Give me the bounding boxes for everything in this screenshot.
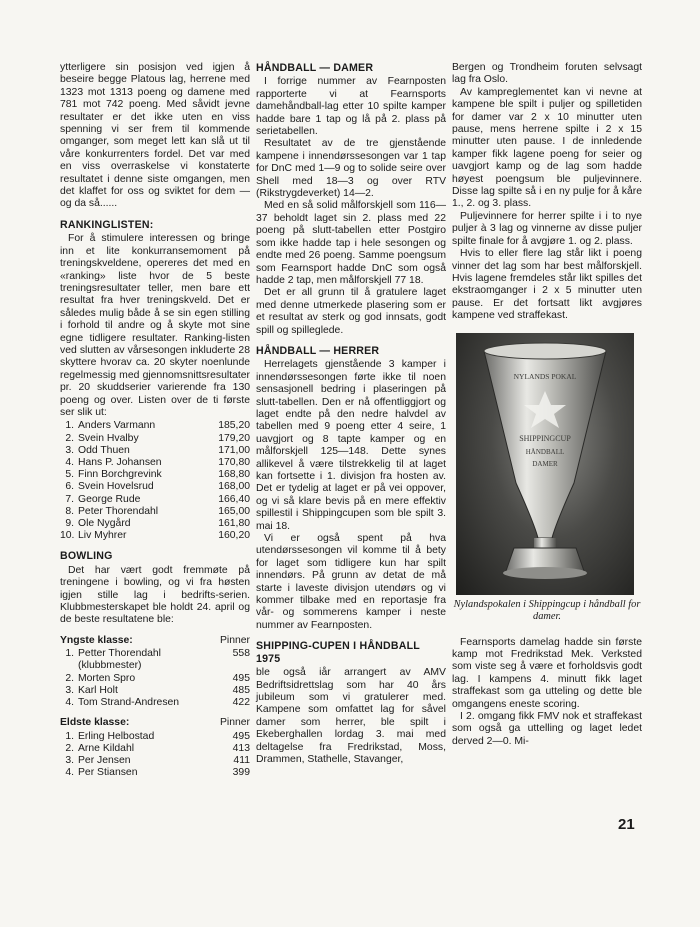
women-paragraph: Resultatet av de tre gjenstående kampene i innendørssesongen var 1 tap for DnC med 1—9 og to solide seire over Shell med 18—3 og over RTV (Rikstrygdeverket) 14—2. (256, 138, 446, 200)
rules-paragraph: Hvis to eller flere lag står likt i poeng vinner det lag som har best målforskjell. Hvis lagene fremdeles står likt spilles det ekstraomganger i 2 x 5 minutter uten pause. Er det fortsatt likt avgjøres kampene ved straffekast. (452, 248, 642, 322)
photo-caption: Nylandspokalen i Shippingcup i håndball for damer. (453, 598, 641, 622)
list-item (60, 755, 250, 767)
trophy-engraving: SHIPPINGCUP (519, 433, 571, 443)
rank-number: 1. (65, 420, 74, 432)
trophy-photo (456, 333, 634, 595)
score-value: 160,20 (218, 530, 250, 542)
score-value: 165,00 (218, 505, 250, 517)
competitor-name: Morten Spro (78, 672, 136, 684)
rank-number: 4. (65, 456, 74, 468)
competitor-name: Erling Helbostad (78, 730, 155, 742)
list-item (60, 457, 250, 469)
list-item (60, 518, 250, 530)
rank-number: 3. (65, 444, 74, 456)
score-value: 185,20 (218, 420, 250, 432)
score-value: 161,80 (218, 518, 250, 529)
rank-number (60, 660, 74, 672)
list-item (60, 494, 250, 506)
rules-paragraph: Av kampreglementet kan vi nevne at kampene ble spilt i puljer og spilletiden for damer var 2 x 10 minutter uten pause, mens herrene spilte i 2 x 15 minutter uten pause. I de innledende kamper fikk lagene poeng for seier og uavgjort kamp og de lag som hadde høyest poengsum ble puljevinnere. Disse lag spilte så i en ny pulje for å kåre 1., 2. og 3. plass. (452, 86, 642, 210)
competitor-name: Finn Borchgrevink (78, 469, 162, 481)
old-class-list (60, 731, 250, 780)
score-value: 411 (233, 755, 250, 767)
score-value: 179,20 (218, 432, 250, 444)
rank-number: 2. (65, 432, 74, 444)
list-item (60, 743, 250, 755)
rank-number: 4. (65, 767, 74, 779)
list-item (60, 697, 250, 709)
trophy-illustration (456, 333, 634, 595)
bowling-heading: BOWLING (60, 550, 113, 563)
list-item (60, 469, 250, 481)
men-paragraph: Vi er også spent på hva utendørssesongen vil komme til å bety for laget som tidligere kun har spilt innendørs. På grunn av detat de må starte i laveste divisjon utendørs og vi kommer tilbake med en reportasje fra vår- og sommerens kamper i neste nummer av Fearnposten. (256, 533, 446, 631)
women-paragraph: Det er all grunn til å gratulere laget med denne utmerkede plasering som er et resultat av sterk og god innsats, godt spill og spilleglede. (256, 287, 446, 336)
ranking-heading: RANKINGLISTEN: (60, 218, 154, 231)
competitor-name: (klubbmester) (78, 660, 142, 672)
competitor-name: Per Jensen (78, 755, 131, 767)
rank-number: 9. (65, 518, 74, 529)
rank-number: 2. (65, 672, 74, 684)
competitor-name: Svein Hovelsrud (78, 481, 154, 493)
list-item (60, 445, 250, 457)
score-value: 485 (232, 684, 250, 696)
ranking-paragraph: For å stimulere interessen og bringe inn et lite konkurransemoment på treningskveldene, opereres det med en «ranking» liste hvor de 5 beste treningsresultater teller, men bare ett resultat fra hver treningskveld. Det er således mulig både å se sin egen stilling i forhold til andre og å skyte mot sine egne tidligere resultater. Ranking-listen ved slutten av vårsesongen inkluderte 28 skyttere hvorav ca. 20 skyter noenlunde regelmessig med gjennomsnittsresultater pr. 20 skuddserier varierende fra 130 poeng og over. Listen over de ti første ser slik ut: (60, 233, 250, 418)
competitor-name: Liv Myhrer (78, 530, 127, 542)
handball-women-heading: HÅNDBALL — DAMER (256, 62, 374, 74)
list-item (60, 506, 250, 518)
list-item (60, 481, 250, 493)
list-item (60, 660, 250, 672)
score-value: 558 (232, 648, 250, 660)
score-value: 168,00 (218, 481, 250, 493)
rank-number: 10. (60, 530, 75, 542)
pins-label: Pinner (219, 717, 250, 729)
women-paragraph: Med en så solid målforskjell som 116—37 beholdt laget sin 2. plass med 22 poeng på slutt-tabellen etter Postgiro som ikke hadde tap i hele sesongen og endte med 26 poeng. Samme poengsum som Fearnsport hadde DnC som også hadde 2 tap, men målforskjell 77 18. (256, 200, 446, 286)
rules-paragraph: Bergen og Trondheim foruten selvsagt lag fra Oslo. (452, 62, 642, 86)
old-class-heading: Eldste klasse: (60, 717, 130, 729)
old-class-header (60, 717, 250, 729)
column-left (60, 62, 250, 781)
competitor-name: Karl Holt (78, 684, 118, 696)
list-item (60, 731, 250, 743)
rank-number: 3. (65, 684, 74, 696)
score-value: 166,40 (218, 493, 250, 505)
competitor-name: Petter Thorendahl (78, 648, 161, 660)
handball-men-heading: HÅNDBALL — HERRER (256, 344, 380, 357)
score-value: 495 (232, 672, 250, 684)
rank-number: 7. (65, 493, 74, 505)
competitor-name: George Rude (78, 493, 141, 505)
young-class-heading: Yngste klasse: (60, 634, 133, 646)
list-item (60, 673, 250, 685)
match-paragraph: I 2. omgang fikk FMV nok et straffekast som også ga uttelling og laget ledet derved 2—0. Mi- (452, 710, 642, 747)
competitor-name: Odd Thuen (78, 444, 130, 456)
competitor-name: Tom Strand-Andresen (78, 697, 180, 709)
score-value: 170,80 (218, 456, 250, 468)
ranking-list (60, 420, 250, 542)
list-item (60, 767, 250, 779)
rank-number: 8. (65, 505, 74, 517)
column-middle (256, 62, 446, 766)
score-value: 171,00 (218, 444, 250, 456)
competitor-name: Svein Hvalby (78, 432, 139, 444)
rank-number: 6. (65, 481, 74, 493)
rank-number: 3. (65, 755, 74, 767)
shipping-cup-heading: SHIPPING-CUPEN I HÅNDBALL 1975 (256, 640, 420, 665)
bowling-paragraph: Det har vært godt fremmøte på treningene i bowling, og vi fra høsten igjen stille lag i bedrifts-serien. Klubbmesterskapet ble holdt 24. april og de beste resultatene ble: (60, 564, 250, 626)
column-right (452, 62, 642, 748)
trophy-engraving: DAMER (532, 459, 558, 468)
pins-label: Pinner (219, 634, 250, 646)
trophy-engraving: HÅNDBALL (525, 447, 565, 456)
trophy-engraving: NYLANDS POKAL (513, 371, 577, 381)
page-number: 21 (618, 816, 635, 833)
rank-number: 1. (65, 648, 74, 660)
young-class-header (60, 635, 250, 647)
women-paragraph: I forrige nummer av Fearnposten rapporterte vi at Fearnsports damehåndball-lag etter 10 spilte kamper hadde bare 1 tap og lå på 2. plass på serietabellen. (256, 76, 446, 138)
score-value: 168,80 (218, 469, 250, 481)
rules-paragraph: Puljevinnere for herrer spilte i i to nye puljer à 3 lag og vinnerne av disse puljer spilte finale for å avgjøre 1. og 2. plass. (452, 210, 642, 247)
rank-number: 2. (65, 742, 74, 754)
competitor-name: Hans P. Johansen (78, 456, 162, 468)
list-item (60, 530, 250, 542)
list-item (60, 433, 250, 445)
match-paragraph: Fearnsports damelag hadde sin første kamp mot Fredrikstad Mek. Verksted som viste seg å være et forholdsvis godt lag. I kampens 4. minutt fikk laget straffekast som ga utteling og dette ble omgangens eneste scoring. (452, 636, 642, 710)
rank-number: 1. (65, 730, 74, 742)
list-item (60, 685, 250, 697)
competitor-name: Per Stiansen (78, 767, 138, 779)
score-value: 413 (232, 742, 250, 754)
competitor-name: Anders Varmann (78, 420, 156, 432)
competitor-name: Peter Thorendahl (78, 505, 159, 517)
score-value: 399 (232, 767, 250, 779)
competitor-name: Arne Kildahl (78, 742, 135, 754)
young-class-list (60, 648, 250, 709)
list-item (60, 648, 250, 660)
men-paragraph: Herrelagets gjenstående 3 kamper i innendørssesongen førte ikke til noen sensasjonell bedring i plaseringen på slutt-tabellen. Den er nå offentliggjort og laget endte på den nedre halvdel av tabellen med 9 poeng etter 4 seire, 1 uavgjort og 8 tapte kamper og en målforskjell 125—148. Dette synes allikevel å være tilstrekkelig til at laget kan fortsette i 1. divisjon fra hosten av. Det er tydelig at laget er på vei oppover, og vi så klare bevis på en mere effektiv spillestil i Shippingcupen som ble spilt 3. mai 18. (256, 359, 446, 532)
score-value: 495 (232, 730, 250, 742)
rank-number: 4. (65, 697, 74, 709)
competitor-name: Ole Nygård (78, 518, 131, 529)
score-value: 422 (232, 697, 250, 709)
rank-number: 5. (65, 469, 74, 481)
cup-paragraph: ble også iår arrangert av AMV Bedriftsidrettslag som har 40 års jubileum som vi gratulerer med. Kampene som omfattet lag for såvel damer som herrer, ble spilt i Ekeberghallen lordag 3. mai med deltagelse fra Fredrikstad, Moss, Drammen, Stathelle, Stavanger, (256, 667, 446, 765)
intro-paragraph: ytterligere sin posisjon ved igjen å beseire begge Platous lag, herrene med 1323 mot 1313 poeng og damene med 781 mot 742 poeng. Med såvidt jevne resultater er det ikke uten en viss spenning vi ser frem til kommende omganger, som meget lett kan slå ut til våre konkurrenters fordel. Det var med en viss overraskelse vi konstaterte resultatet i denne siste omgangen, men det klaffet for oss og sviktet for dem — og da så...... (60, 62, 250, 210)
list-item (60, 420, 250, 432)
